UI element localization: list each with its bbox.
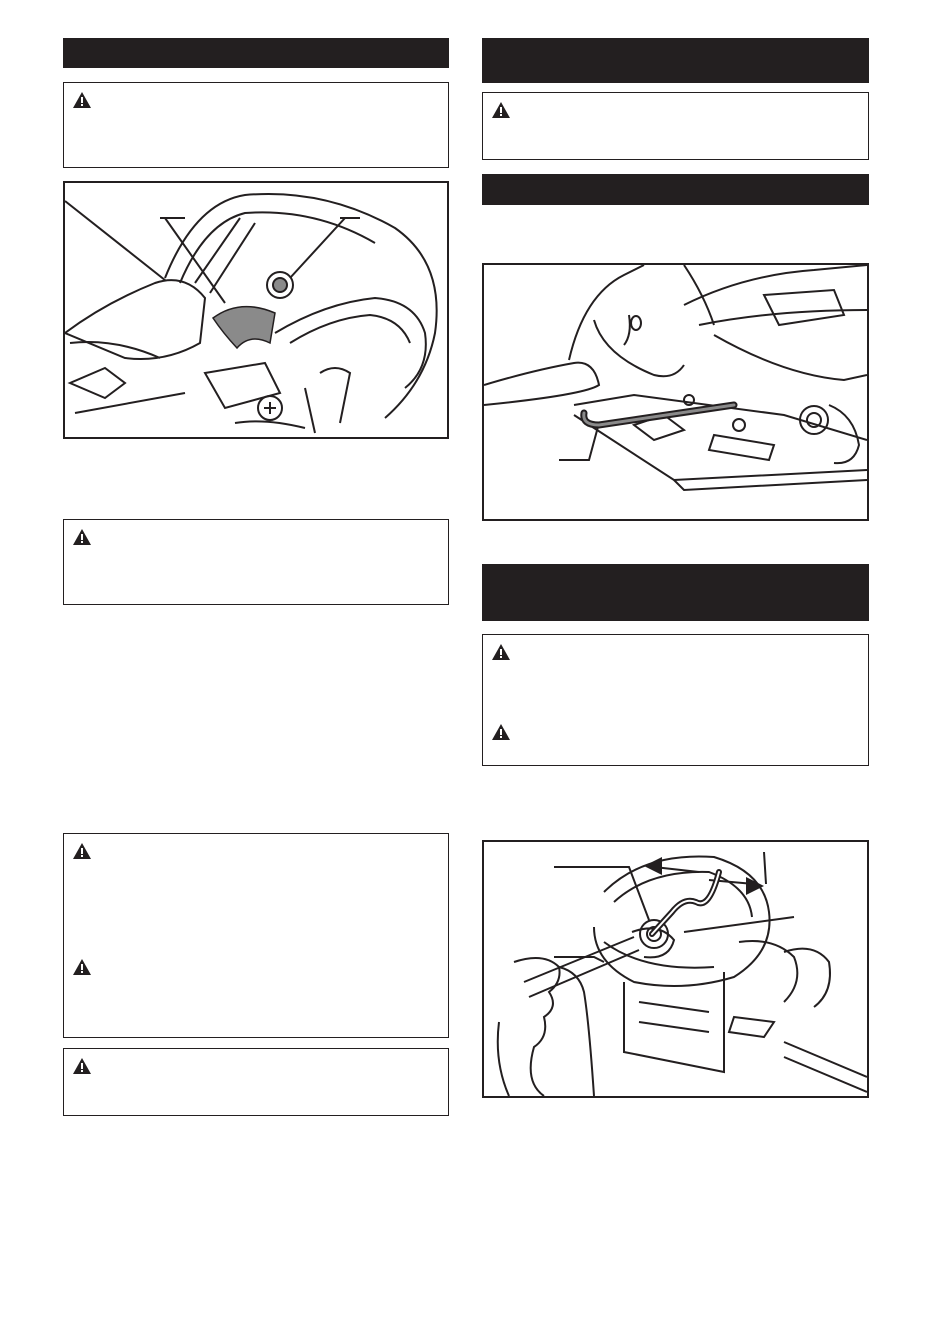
warning-box	[482, 92, 869, 160]
warning-icon	[72, 1057, 92, 1075]
trigger-lock-figure	[63, 181, 449, 439]
warning-box	[63, 519, 449, 605]
warning-icon	[491, 101, 511, 119]
warning-box-double	[63, 833, 449, 1038]
section-header-bar	[482, 38, 869, 83]
warning-box	[63, 1048, 449, 1116]
section-header-bar	[63, 38, 449, 68]
warning-icon	[72, 958, 92, 976]
section-header-bar	[482, 564, 869, 621]
warning-box-double	[482, 634, 869, 766]
warning-icon	[72, 528, 92, 546]
blade-removal-figure	[482, 840, 869, 1098]
warning-icon	[491, 643, 511, 661]
warning-icon	[72, 91, 92, 109]
warning-icon	[491, 723, 511, 741]
section-header-bar	[482, 174, 869, 205]
hex-wrench-storage-figure	[482, 263, 869, 521]
warning-icon	[72, 842, 92, 860]
warning-box	[63, 82, 449, 168]
